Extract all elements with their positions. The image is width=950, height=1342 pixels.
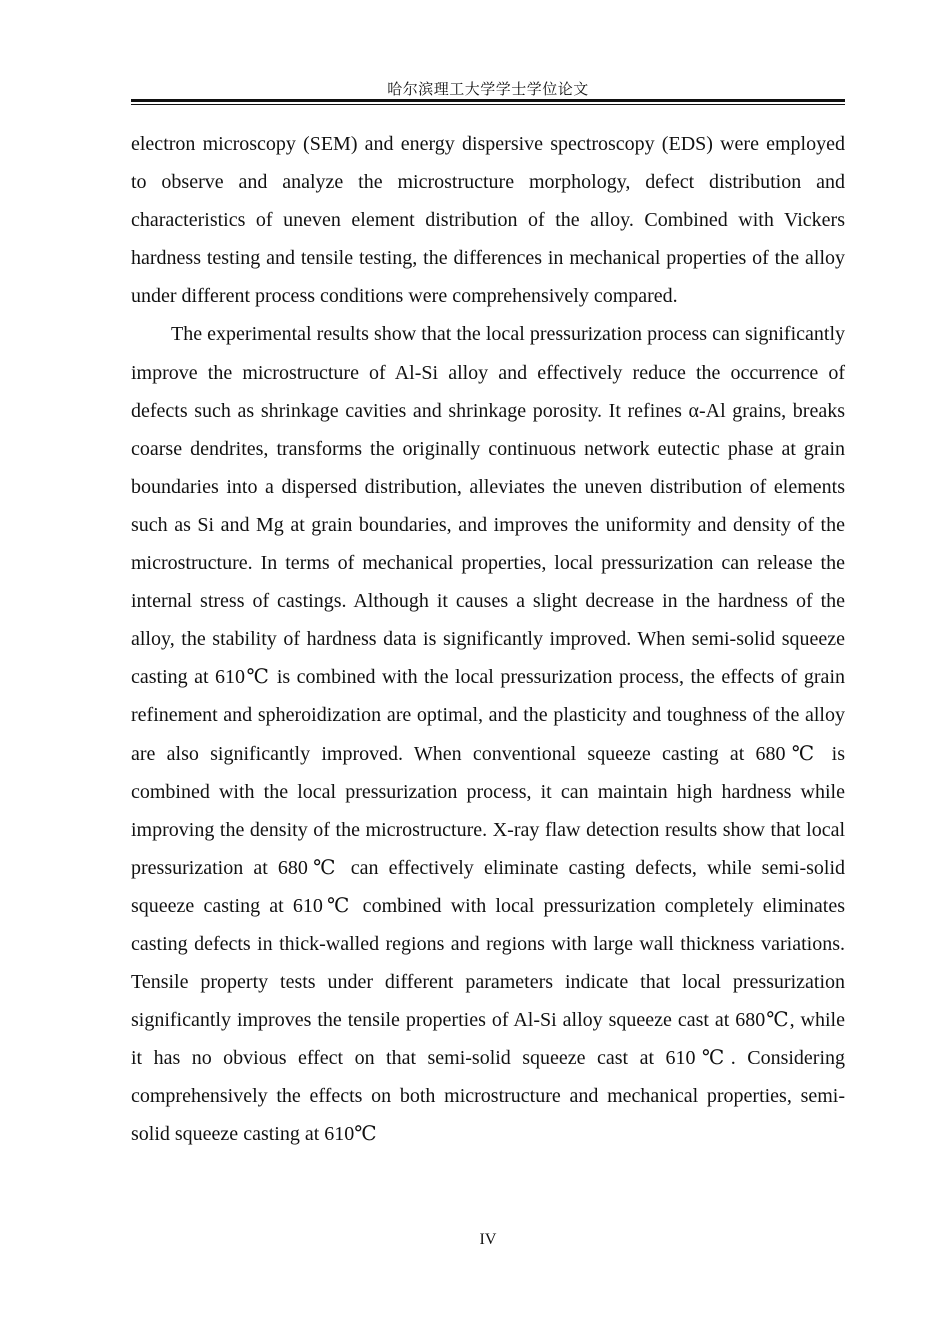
running-header: 哈尔滨理工大学学士学位论文 <box>387 82 589 98</box>
body-text <box>131 125 845 1154</box>
paragraph: electron microscopy (SEM) and energy dispersive spectroscopy (EDS) were employed to observe and analyze the microstructure morphology, defect distribution and characteristics of uneven element distribution of the alloy. Combined with Vickers hardness testing and tensile testing, the differences in mechanical properties of the alloy under different process conditions were comprehensively compared. <box>131 133 845 308</box>
page-number: IV <box>479 1231 497 1248</box>
paragraph: The experimental results show that the local pressurization process can significantly improve the microstructure of Al-Si alloy and effectively reduce the occurrence of defects such as shrinkage cavities and shrinkage porosity. It refines α-Al grains, breaks coarse dendrites, transforms the originally continuous network eutectic phase at grain boundaries into a dispersed distribution, alleviates the uneven distribution of elements such as Si and Mg at grain boundaries, and improves the uniformity and density of the microstructure. In terms of mechanical properties, local pressurization can release the internal stress of castings. Although it causes a slight decrease in the hardness of the alloy, the stability of hardness data is significantly improved. When semi-solid squeeze casting at 610℃ is combined with the local pressurization process, the effects of grain refinement and spheroidization are optimal, and the plasticity and toughness of the alloy are also significantly improved. When conventional squeeze casting at 680℃ is combined with the local pressurization process, it can maintain high hardness while improving the density of the microstructure. X-ray flaw detection results show that local pressurization at 680℃ can effectively eliminate casting defects, while semi-solid squeeze casting at 610℃ combined with local pressurization completely eliminates casting defects in thick-walled regions and regions with large wall thickness variations. Tensile property tests under different parameters indicate that local pressurization significantly improves the tensile properties of Al-Si alloy squeeze cast at 680℃, while it has no obvious effect on that semi-solid squeeze cast at 610℃. Considering comprehensively the effects on both microstructure and mechanical properties, semi-solid squeeze casting at 610℃ <box>131 323 845 1146</box>
header-rule-thick <box>131 99 845 102</box>
header-rule-thin <box>131 104 845 105</box>
